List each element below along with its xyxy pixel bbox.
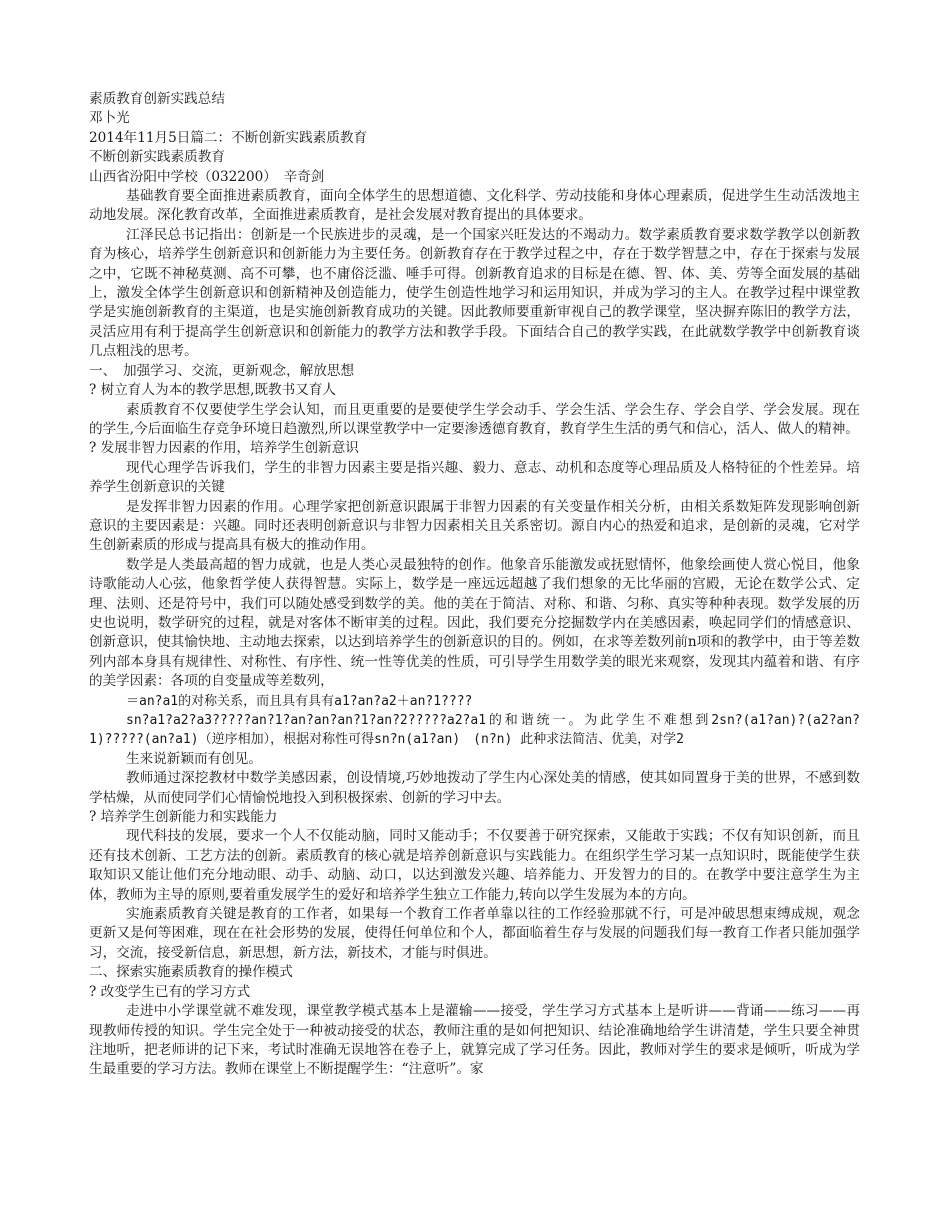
paragraph-innovation: 江泽民总书记指出：创新是一个民族进步的灵魂，是一个国家兴旺发达的不竭动力。数学素质教育要求数学教学以创新教育为核心，培养学生创新意识和创新能力为主要任务。创新教育存在于教学过程之中，存在于数学智慧之中，存在于探索与发展之中，它既不神秘莫测、高不可攀，也不庸俗泛滥、唾手可得。创新教育追求的目标是在德、智、体、美、劳等全面发展的基础上，激发全体学生创新意识和创新精神及创造能力，使学生创造性地学习和运用知识，并成为学习的主人。在教学过程中课堂教学是实施创新教育的主渠道，也是实施创新教育成功的关键。因此教师要重新审视自己的教学课堂，坚决摒弃陈旧的教学方法，灵活应用有利于提高学生创新意识和创新能力的教学方法和教学手段。下面结合自己的教学实践，在此就数学教学中创新教育谈几点粗浅的思考。 (89, 226, 860, 360)
section-heading-1: 一、 加强学习、交流，更新观念，解放思想 (89, 362, 355, 379)
paragraph-psychology: 现代心理学告诉我们，学生的非智力因素主要是指兴趣、毅力、意志、动机和态度等心理品质及人格特征的个性差异。培养学生创新意识的关键 (89, 459, 860, 496)
document-page (89, 90, 860, 1080)
subheading-1b: ? 发展非智力因素的作用，培养学生创新意识 (89, 440, 359, 457)
paragraph-novel: 生来说新颖而有创见。 (126, 750, 262, 767)
paragraph-math-beauty: 数学是人类最高超的智力成就，也是人类心灵最独特的创作。他象音乐能激发或抚慰情怀，他象绘画使人赏心悦目，他象诗歌能动人心弦，他象哲学使人获得智慧。实际上，数学是一座远远超越了我们想象的无比华丽的宫殿，无论在数学公式、定理、法则、还是符号中，我们可以随处感受到数学的美。他的美在于简洁、对称、和谐、匀称、真实等种种表现。数学发展的历史也说明，数学研究的过程，就是对客体不断审美的过程。因此，我们要充分挖掘数学内在美感因素，唤起同学们的情感意识、创新意识，使其愉快地、主动地去探索，以达到培养学生的创新意识的目的。例如，在求等差数列前n项和的教学中，由于等差数列内部本身具有规律性、对称性、有序性、统一性等优美的性质，可引导学生用数学美的眼光来观察，发现其内蕴着和谐、有序的美学因素：各项的自变量成等差数列， (89, 556, 860, 690)
formula-line-2: sn?a1?a2?a3?????an?1?an?an?an?1?an?2?????a2?a1的和谐统一。为此学生不难想到2sn?(a1?an)?(a2?an?1)?????(an?a1)（逆序相加），根据对称性可得sn?n(a1?an) (n?n) 此种求法简洁、优美，对学2 (89, 713, 860, 748)
formula-line-1: ＝an?a1的对称关系，而且具有具有a1?an?a2＋an?1???? (126, 693, 473, 709)
paragraph-teacher: 教师通过深挖教材中数学美感因素，创设情境,巧妙地拨动了学生内心深处美的情感，使其如同置身于美的世界，不感到数学枯燥，从而使同学们心情愉悦地投入到积极探索、创新的学习中去。 (89, 770, 860, 806)
document-title: 素质教育创新实践总结 (89, 91, 225, 107)
paragraph-quality: 素质教育不仅要使学生学会认知，而且更重要的是要使学生学会动手、学会生活、学会生存、学会自学、学会发展。现在的学生,今后面临生存竞争环境日趋激烈,所以课堂教学中一定要渗透德育教育，教育学生生活的勇气和信心，活人、做人的精神。 (89, 401, 860, 437)
paragraph-tech: 现代科技的发展，要求一个人不仅能动脑，同时又能动手；不仅要善于研究探索，又能敢于实践；不仅有知识创新，而且还有技术创新、工艺方法的创新。素质教育的核心就是培养创新意识与实践能力。在组织学生学习某一点知识时，既能使学生获取知识又能让他们充分地动眼、动手、动脑、动口，以达到激发兴趣、培养能力、开发智力的目的。在教学中要注意学生为主体，教师为主导的原则,要着重发展学生的爱好和培养学生独立工作能力,转向以学生发展为本的方向。 (89, 828, 860, 903)
paragraph-intro: 基础教育要全面推进素质教育，面向全体学生的思想道德、文化科学、劳动技能和身体心理素质，促进学生生动活泼地主动地发展。深化教育改革，全面推进素质教育，是社会发展对教育提出的具体要求。 (89, 188, 860, 224)
school-line: 山西省汾阳中学校（032200） 辛奇剑 (89, 168, 325, 185)
dateline: 2014年11月5日篇二：不断创新实践素质教育 (89, 129, 368, 146)
subheading-1c: ? 培养学生创新能力和实践能力 (89, 809, 278, 826)
paragraph-non-intellectual: 是发挥非智力因素的作用。心理学家把创新意识跟属于非智力因素的有关变量作相关分析，由相关系数矩阵发现影响创新意识的主要因素是：兴趣。同时还表明创新意识与非智力因素相关且关系密切。源自内心的热爱和追求，是创新的灵魂，它对学生创新素质的形成与提高具有极大的推动作用。 (89, 498, 860, 554)
paragraph-classroom: 走进中小学课堂就不难发现，课堂教学模式基本上是灌输——接受，学生学习方式基本上是听讲——背诵——练习——再现教师传授的知识。学生完全处于一种被动接受的状态，教师注重的是如何把知识、结论准确地给学生讲清楚，学生只要全神贯注地听，把老师讲的记下来，考试时准确无误地答在卷子上，就算完成了学习任务。因此，教师对学生的要求是倾听，听成为学生最重要的学习方法。教师在课堂上不断提醒学生：“注意听”。家 (89, 1003, 860, 1078)
paragraph-educators: 实施素质教育关键是教育的工作者，如果每一个教育工作者单靠以往的工作经验那就不行，可是冲破思想束缚成规，观念更新又是何等困难，现在在社会形势的发展，使得任何单位和个人，都面临着生存与发展的问题我们每一教育工作者只能加强学习，交流，接受新信息，新思想，新方法，新技术，才能与时俱进。 (89, 906, 860, 961)
subheading-2a: ? 改变学生已有的学习方式 (89, 983, 251, 1000)
section-heading-2: 二、探索实施素质教育的操作模式 (89, 964, 293, 981)
subheading-1a: ? 树立育人为本的教学思想,既教书又育人 (89, 382, 337, 399)
article-subtitle: 不断创新实践素质教育 (89, 149, 225, 166)
author-line: 邓卜光 (89, 110, 130, 127)
